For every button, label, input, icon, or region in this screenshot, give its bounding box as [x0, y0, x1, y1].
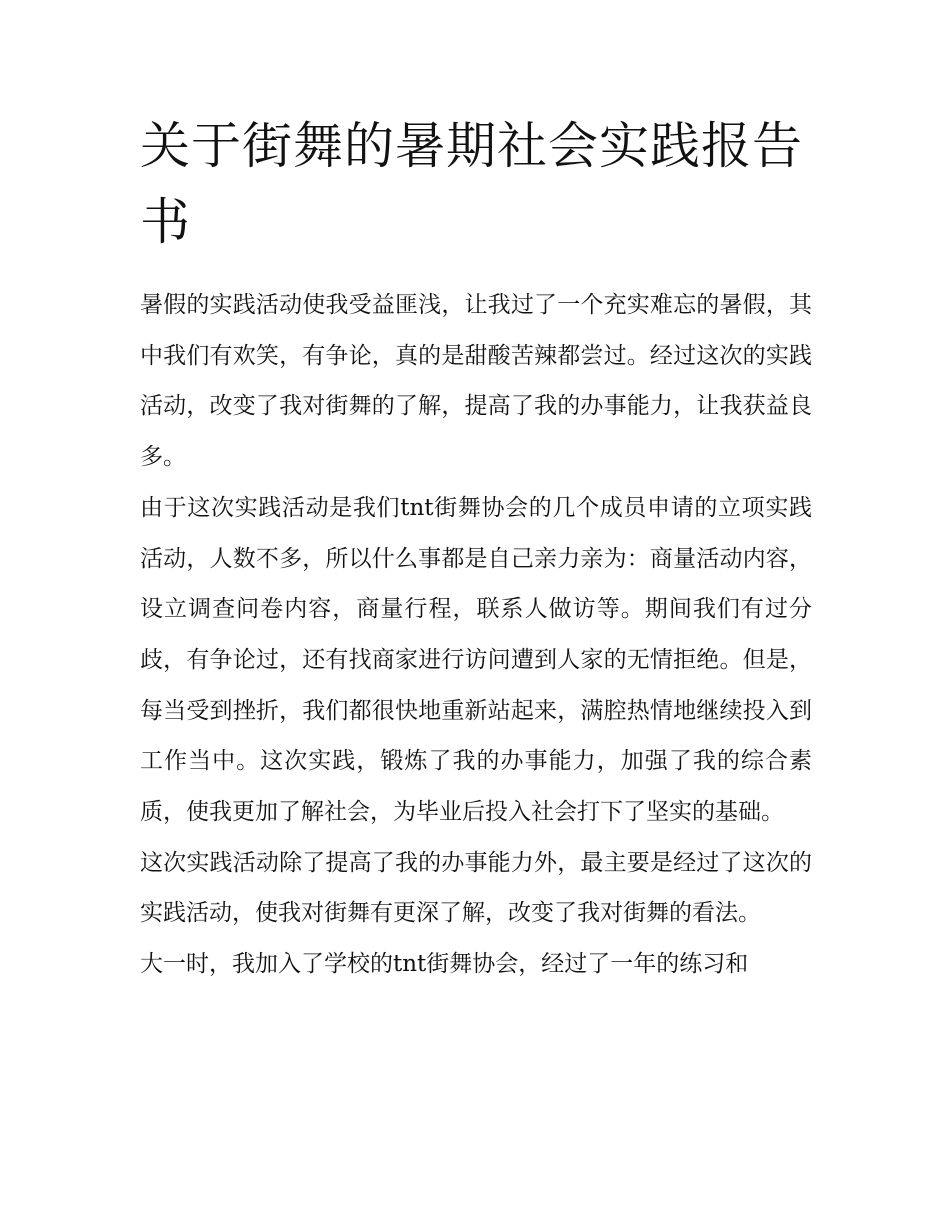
document-body	[140, 108, 812, 990]
paragraph-1: 暑假的实践活动使我受益匪浅，让我过了一个充实难忘的暑假，其中我们有欢笑，有争论，真的是甜酸苦辣都尝过。经过这次的实践活动，改变了我对街舞的了解，提高了我的办事能力，让我获益良多。	[140, 292, 812, 471]
paragraph-3: 这次实践活动除了提高了我的办事能力外，最主要是经过了这次的实践活动，使我对街舞有更深了解，改变了我对街舞的看法。	[140, 849, 812, 927]
paragraph-2: 由于这次实践活动是我们tnt街舞协会的几个成员申请的立项实践活动，人数不多，所以什么事都是自己亲力亲为：商量活动内容，设立调查问卷内容，商量行程，联系人做访等。期间我们有过分歧，有争论过，还有找商家进行访问遭到人家的无情拒绝。但是，每当受到挫折，我们都很快地重新站起来，满腔热情地继续投入到工作当中。这次实践，锻炼了我的办事能力，加强了我的综合素质，使我更加了解社会，为毕业后投入社会打下了坚实的基础。	[140, 494, 812, 826]
document-title: 关于街舞的暑期社会实践报告书	[140, 117, 803, 251]
paragraph-4: 大一时，我加入了学校的tnt街舞协会，经过了一年的练习和	[140, 951, 749, 978]
